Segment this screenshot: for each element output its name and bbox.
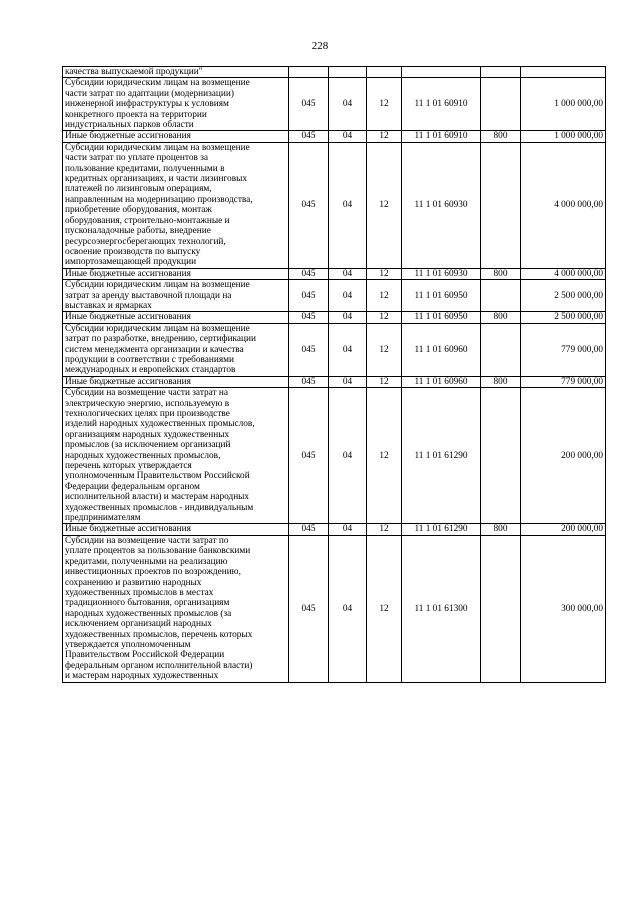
target-code-cell: 11 1 01 60930 <box>402 142 481 268</box>
target-code-cell: 11 1 01 61300 <box>402 535 481 682</box>
subsection-code-cell: 12 <box>367 376 402 387</box>
amount-cell: 4 000 000,00 <box>521 268 606 279</box>
amount-cell: 200 000,00 <box>521 524 606 535</box>
target-code-cell: 11 1 01 60930 <box>402 268 481 279</box>
subsection-code-cell <box>367 67 402 78</box>
section-code-cell: 04 <box>329 142 367 268</box>
row-name-cell: Субсидии на возмещение части затрат на электрическую энергию, используемую в технологических целях при производстве изделий народных художественных промыслов, организациям народных художественных промыслов (за исключением организаций народных художественных промыслов, перечень которых утверждается уполномоченным Правительством Российской Федерации федеральным органом исполнительной власти) и мастерам народных художественных промыслов - индивидуальным предпринимателям <box>63 388 289 524</box>
target-code-cell: 11 1 01 61290 <box>402 524 481 535</box>
amount-cell: 300 000,00 <box>521 535 606 682</box>
section-code-cell: 04 <box>329 323 367 376</box>
admin-code-cell: 045 <box>289 312 329 323</box>
amount-cell: 200 000,00 <box>521 388 606 524</box>
subsection-code-cell: 12 <box>367 524 402 535</box>
row-name-cell: Иные бюджетные ассигнования <box>63 268 289 279</box>
subsection-code-cell: 12 <box>367 388 402 524</box>
expense-type-cell <box>481 388 521 524</box>
section-code-cell: 04 <box>329 78 367 131</box>
table-row <box>63 142 606 268</box>
expense-type-cell <box>481 78 521 131</box>
page-number: 228 <box>311 40 329 52</box>
expense-type-cell <box>481 535 521 682</box>
expense-type-cell <box>481 280 521 312</box>
row-name-cell: Иные бюджетные ассигнования <box>63 312 289 323</box>
amount-cell: 1 000 000,00 <box>521 131 606 142</box>
table-row <box>63 376 606 387</box>
amount-cell: 2 500 000,00 <box>521 280 606 312</box>
table-row <box>63 268 606 279</box>
budget-table-body <box>63 67 606 683</box>
amount-cell: 779 000,00 <box>521 376 606 387</box>
target-code-cell: 11 1 01 60960 <box>402 323 481 376</box>
admin-code-cell: 045 <box>289 131 329 142</box>
admin-code-cell: 045 <box>289 268 329 279</box>
expense-type-cell: 800 <box>481 376 521 387</box>
target-code-cell <box>402 67 481 78</box>
row-name-cell: Субсидии юридическим лицам на возмещение затрат за аренду выставочной площади на выставках и ярмарках <box>63 280 289 312</box>
admin-code-cell: 045 <box>289 280 329 312</box>
target-code-cell: 11 1 01 60910 <box>402 78 481 131</box>
subsection-code-cell: 12 <box>367 323 402 376</box>
expense-type-cell <box>481 67 521 78</box>
amount-cell: 779 000,00 <box>521 323 606 376</box>
section-code-cell: 04 <box>329 535 367 682</box>
subsection-code-cell: 12 <box>367 280 402 312</box>
admin-code-cell: 045 <box>289 535 329 682</box>
target-code-cell: 11 1 01 61290 <box>402 388 481 524</box>
row-name-cell: качества выпускаемой продукции" <box>63 67 289 78</box>
budget-table <box>62 66 606 683</box>
admin-code-cell: 045 <box>289 388 329 524</box>
section-code-cell <box>329 67 367 78</box>
target-code-cell: 11 1 01 60910 <box>402 131 481 142</box>
expense-type-cell: 800 <box>481 524 521 535</box>
section-code-cell: 04 <box>329 131 367 142</box>
row-name-cell: Субсидии на возмещение части затрат по уплате процентов за пользование банковскими кредитами, полученными на реализацию инвестиционных проектов по возрождению, сохранению и развитию народных художественных промыслов в местах традиционного бытования, организациям народных художественных промыслов (за исключением организаций народных художественных промыслов, перечень которых утверждается уполномоченным Правительством Российской Федерации федеральным органом исполнительной власти) и мастерам народных художественных <box>63 535 289 682</box>
expense-type-cell: 800 <box>481 268 521 279</box>
admin-code-cell: 045 <box>289 524 329 535</box>
table-row <box>63 78 606 131</box>
target-code-cell: 11 1 01 60950 <box>402 312 481 323</box>
row-name-cell: Иные бюджетные ассигнования <box>63 524 289 535</box>
expense-type-cell: 800 <box>481 131 521 142</box>
section-code-cell: 04 <box>329 376 367 387</box>
expense-type-cell <box>481 323 521 376</box>
expense-type-cell <box>481 142 521 268</box>
admin-code-cell: 045 <box>289 323 329 376</box>
admin-code-cell: 045 <box>289 376 329 387</box>
target-code-cell: 11 1 01 60950 <box>402 280 481 312</box>
row-name-cell: Субсидии юридическим лицам на возмещение части затрат по уплате процентов за пользование кредитами, полученными в кредитных организациях, и части лизинговых платежей по лизинговым операциям, направленным на модернизацию производства, приобретение оборудования, монтаж оборудования, строительно-монтажные и пусконаладочные работы, внедрение ресурсоэнергосберегающих технологий, освоение производств по выпуску импортозамещающей продукции <box>63 142 289 268</box>
table-row <box>63 388 606 524</box>
subsection-code-cell: 12 <box>367 142 402 268</box>
subsection-code-cell: 12 <box>367 131 402 142</box>
subsection-code-cell: 12 <box>367 312 402 323</box>
table-row <box>63 280 606 312</box>
subsection-code-cell: 12 <box>367 268 402 279</box>
table-row <box>63 323 606 376</box>
target-code-cell: 11 1 01 60960 <box>402 376 481 387</box>
row-name-cell: Субсидии юридическим лицам на возмещение части затрат по адаптации (модернизации) инженерной инфраструктуры к условиям конкретного проекта на территории индустриальных парков области <box>63 78 289 131</box>
row-name-cell: Субсидии юридическим лицам на возмещение затрат по разработке, внедрению, сертификации систем менеджмента организации и качества продукции в соответствии с требованиями международных и европейских стандартов <box>63 323 289 376</box>
table-row <box>63 131 606 142</box>
amount-cell <box>521 67 606 78</box>
admin-code-cell <box>289 67 329 78</box>
admin-code-cell: 045 <box>289 78 329 131</box>
section-code-cell: 04 <box>329 268 367 279</box>
subsection-code-cell: 12 <box>367 535 402 682</box>
table-row <box>63 67 606 78</box>
section-code-cell: 04 <box>329 388 367 524</box>
section-code-cell: 04 <box>329 280 367 312</box>
section-code-cell: 04 <box>329 312 367 323</box>
table-row <box>63 524 606 535</box>
amount-cell: 1 000 000,00 <box>521 78 606 131</box>
row-name-cell: Иные бюджетные ассигнования <box>63 376 289 387</box>
table-row <box>63 312 606 323</box>
table-row <box>63 535 606 682</box>
admin-code-cell: 045 <box>289 142 329 268</box>
section-code-cell: 04 <box>329 524 367 535</box>
amount-cell: 4 000 000,00 <box>521 142 606 268</box>
subsection-code-cell: 12 <box>367 78 402 131</box>
amount-cell: 2 500 000,00 <box>521 312 606 323</box>
row-name-cell: Иные бюджетные ассигнования <box>63 131 289 142</box>
expense-type-cell: 800 <box>481 312 521 323</box>
